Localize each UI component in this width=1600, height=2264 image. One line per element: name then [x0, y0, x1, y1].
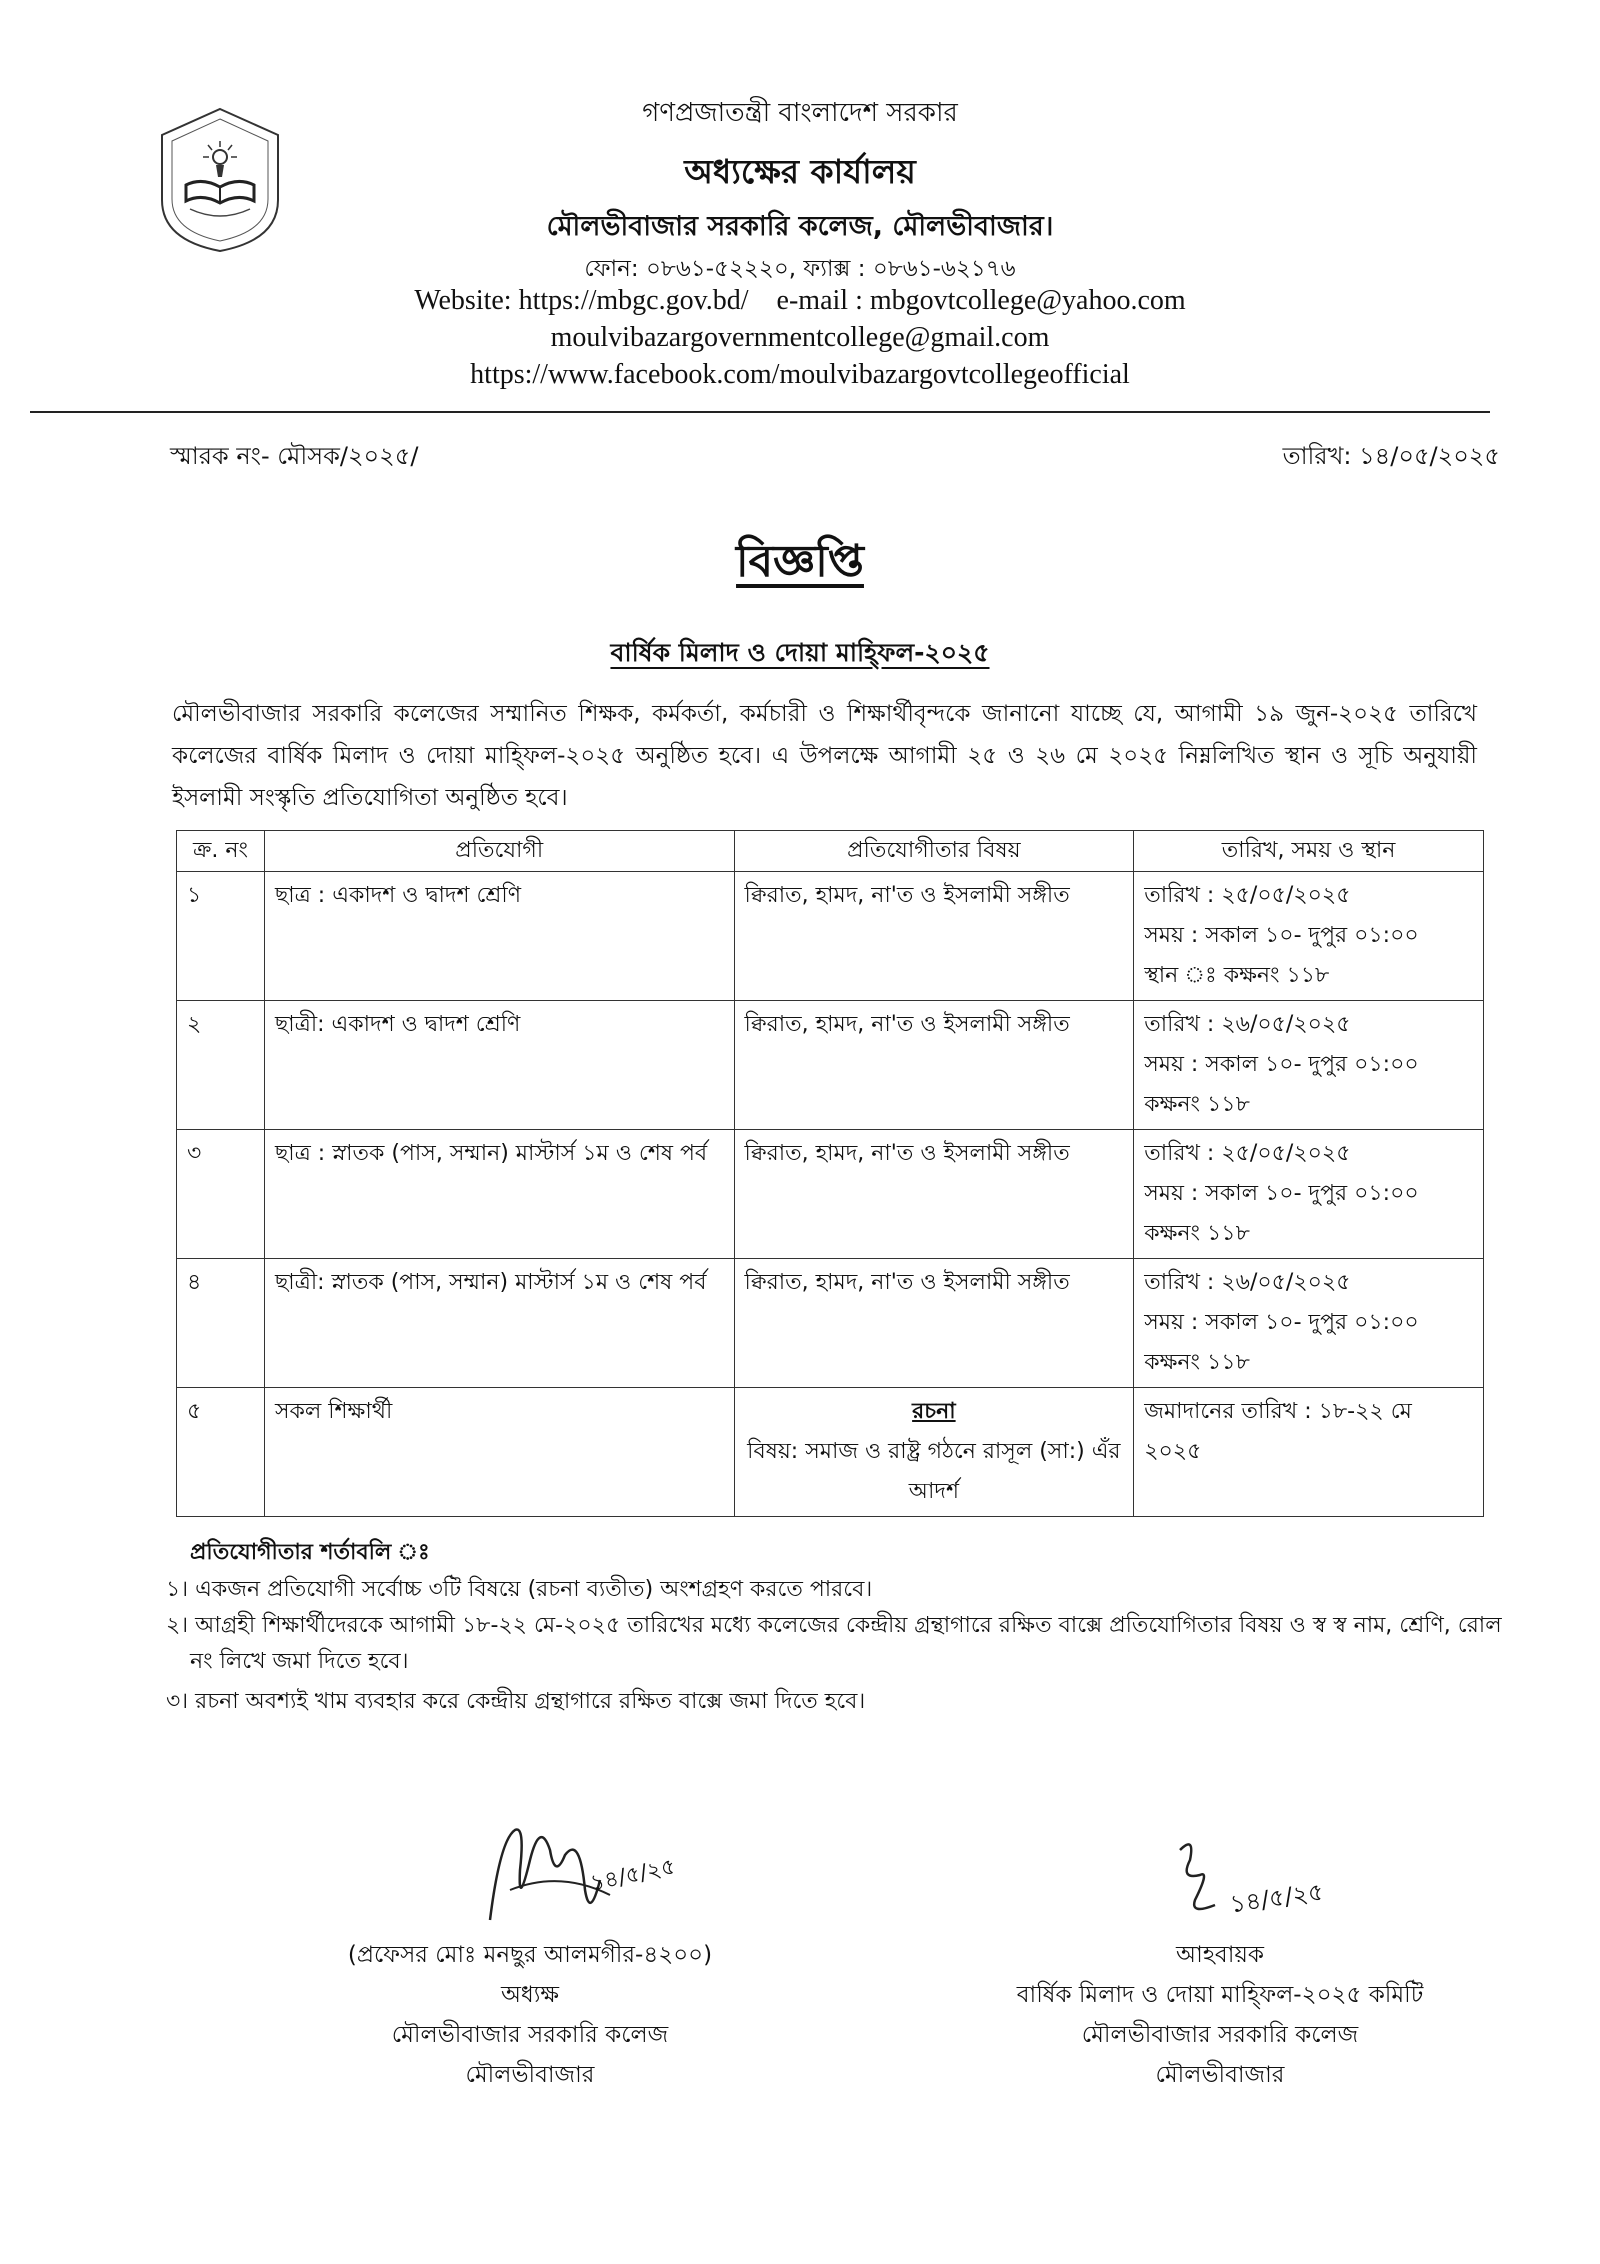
memo-number: স্মারক নং- মৌসক/২০২৫/	[170, 442, 419, 470]
convener-college: মৌলভীবাজার সরকারি কলেজ	[1081, 2022, 1359, 2048]
schedule-date: তারিখ : ২৬/০৫/২০২৫	[1144, 1270, 1351, 1295]
condition-item: ২। আগ্রহী শিক্ষার্থীদেরকে আগামী ১৮-২২ মে-২০২৫ তারিখের মধ্যে কলেজের কেন্দ্রীয় গ্রন্থাগারে রক্ষিত বাক্সে প্রতিযোগিতার বিষয় ও স্ব স্ব নাম, শ্রেণি, রোল নং লিখে জমা দিতে হবে।	[166, 1613, 1502, 1674]
header-divider	[30, 411, 1490, 413]
competition-table	[176, 830, 1484, 1517]
principal-designation: অধ্যক্ষ	[500, 1982, 560, 2008]
cell-subject: ক্বিরাত, হামদ, না'ত ও ইসলামী সঙ্গীত	[734, 1259, 1134, 1388]
college-name: মৌলভীবাজার সরকারি কলেজ, মৌলভীবাজার।	[546, 211, 1054, 242]
essay-title: রচনা	[912, 1399, 956, 1424]
cell-schedule	[1134, 872, 1484, 1001]
convener-committee: বার্ষিক মিলাদ ও দোয়া মাহ্ফিল-২০২৫ কমিটি	[1016, 1982, 1424, 2008]
memo-date: তারিখ: ১৪/০৫/২০২৫	[1282, 442, 1500, 470]
cell-serial: ১	[177, 872, 265, 1001]
table-row	[177, 1259, 1484, 1388]
website-email: Website: https://mbgc.gov.bd/ e-mail : mbgovtcollege@yahoo.com	[414, 285, 1186, 316]
schedule-time: সময় : সকাল ১০- দুপুর ০১:০০	[1144, 1310, 1419, 1335]
schedule-date: তারিখ : ২৬/০৫/২০২৫	[1144, 1012, 1351, 1037]
principal-name: (প্রফেসর মোঃ মনছুর আলমগীর-৪২০০)	[347, 1942, 713, 1968]
col-header-participant: প্রতিযোগী	[264, 831, 734, 872]
cell-participant: ছাত্র : একাদশ ও দ্বাদশ শ্রেণি	[264, 872, 734, 1001]
cell-schedule	[1134, 1259, 1484, 1388]
col-header-serial: ক্র. নং	[177, 831, 265, 872]
cell-serial: ২	[177, 1001, 265, 1130]
email-gmail: moulvibazargovernmentcollege@gmail.com	[550, 322, 1050, 353]
cell-schedule	[1134, 1001, 1484, 1130]
cell-subject	[734, 1388, 1134, 1517]
cell-schedule	[1134, 1130, 1484, 1259]
conditions-title: প্রতিযোগীতার শর্তাবলি ঃ	[190, 1540, 430, 1565]
condition-item: ১। একজন প্রতিযোগী সর্বোচ্চ ৩টি বিষয়ে (রচনা ব্যতীত) অংশগ্রহণ করতে পারবে।	[166, 1577, 873, 1602]
table-row	[177, 1001, 1484, 1130]
table-row	[177, 1388, 1484, 1517]
notice-paragraph: মৌলভীবাজার সরকারি কলেজের সম্মানিত শিক্ষক, কর্মকর্তা, কর্মচারী ও শিক্ষার্থীবৃন্দকে জানানো যাচ্ছে যে, আগামী ১৯ জুন-২০২৫ তারিখে কলেজের বার্ষিক মিলাদ ও দোয়া মাহ্ফিল-২০২৫ অনুষ্ঠিত হবে। এ উপলক্ষে আগামী ২৫ ও ২৬ মে ২০২৫ নিম্নলিখিত স্থান ও সূচি অনুযায়ী ইসলামী সংস্কৃতি প্রতিযোগিতা অনুষ্ঠিত হবে।	[172, 701, 1477, 811]
schedule-room: কক্ষনং ১১৮	[1144, 1350, 1250, 1375]
notice-title: বিজ্ঞপ্তি	[736, 536, 864, 587]
notice-subtitle: বার্ষিক মিলাদ ও দোয়া মাহ্ফিল-২০২৫	[610, 638, 990, 667]
cell-participant: ছাত্রী: স্নাতক (পাস, সম্মান) মাস্টার্স ১ম ও শেষ পর্ব	[264, 1259, 734, 1388]
table-row	[177, 872, 1484, 1001]
convener-place: মৌলভীবাজার	[1155, 2062, 1285, 2088]
table-header-row	[177, 831, 1484, 872]
cell-participant: সকল শিক্ষার্থী	[264, 1388, 734, 1517]
facebook-link: https://www.facebook.com/moulvibazargovtcollegeofficial	[470, 359, 1130, 390]
cell-serial: ৪	[177, 1259, 265, 1388]
office-name: অধ্যক্ষের কার্যালয়	[684, 152, 916, 191]
convener-signature-block	[990, 1935, 1450, 2095]
cell-participant: ছাত্র : স্নাতক (পাস, সম্মান) মাস্টার্স ১ম ও শেষ পর্ব	[264, 1130, 734, 1259]
cell-subject: ক্বিরাত, হামদ, না'ত ও ইসলামী সঙ্গীত	[734, 1001, 1134, 1130]
schedule-room: কক্ষনং ১১৮	[1144, 1221, 1250, 1246]
schedule-time: সময় : সকাল ১০- দুপুর ০১:০০	[1144, 1181, 1419, 1206]
essay-topic: বিষয়: সমাজ ও রাষ্ট্র গঠনে রাসূল (সা:) এঁর আদর্শ	[747, 1439, 1121, 1504]
condition-item: ৩। রচনা অবশ্যই খাম ব্যবহার করে কেন্দ্রীয় গ্রন্থাগারে রক্ষিত বাক্সে জমা দিতে হবে।	[166, 1689, 866, 1714]
principal-college: মৌলভীবাজার সরকারি কলেজ	[391, 2022, 669, 2048]
col-header-schedule: তারিখ, সময় ও স্থান	[1134, 831, 1484, 872]
schedule-time: সময় : সকাল ১০- দুপুর ০১:০০	[1144, 1052, 1419, 1077]
convener-role: আহবায়ক	[1175, 1942, 1265, 1968]
cell-subject: ক্বিরাত, হামদ, না'ত ও ইসলামী সঙ্গীত	[734, 872, 1134, 1001]
govt-name: গণপ্রজাতন্ত্রী বাংলাদেশ সরকার	[642, 98, 958, 128]
table-row	[177, 1130, 1484, 1259]
principal-place: মৌলভীবাজার	[465, 2062, 595, 2088]
schedule-date: তারিখ : ২৫/০৫/২০২৫	[1144, 1141, 1351, 1166]
cell-serial: ৩	[177, 1130, 265, 1259]
cell-schedule: জমাদানের তারিখ : ১৮-২২ মে ২০২৫	[1134, 1388, 1484, 1517]
cell-subject: ক্বিরাত, হামদ, না'ত ও ইসলামী সঙ্গীত	[734, 1130, 1134, 1259]
cell-serial: ৫	[177, 1388, 265, 1517]
cell-participant: ছাত্রী: একাদশ ও দ্বাদশ শ্রেণি	[264, 1001, 734, 1130]
principal-sign-date: ১৪/৫/২৫	[588, 1854, 678, 1897]
convener-sign-date: ১৪/৫/২৫	[1228, 1877, 1326, 1919]
schedule-room: কক্ষনং ১১৮	[1144, 1092, 1250, 1117]
schedule-room: স্থান ঃ কক্ষনং ১১৮	[1144, 963, 1330, 988]
principal-signature-block	[280, 1935, 780, 2095]
schedule-time: সময় : সকাল ১০- দুপুর ০১:০০	[1144, 923, 1419, 948]
schedule-date: তারিখ : ২৫/০৫/২০২৫	[1144, 883, 1351, 908]
col-header-subject: প্রতিযোগীতার বিষয়	[734, 831, 1134, 872]
phone-fax: ফোন: ০৮৬১-৫২২২০, ফ্যাক্স : ০৮৬১-৬২১৭৬	[584, 256, 1016, 282]
